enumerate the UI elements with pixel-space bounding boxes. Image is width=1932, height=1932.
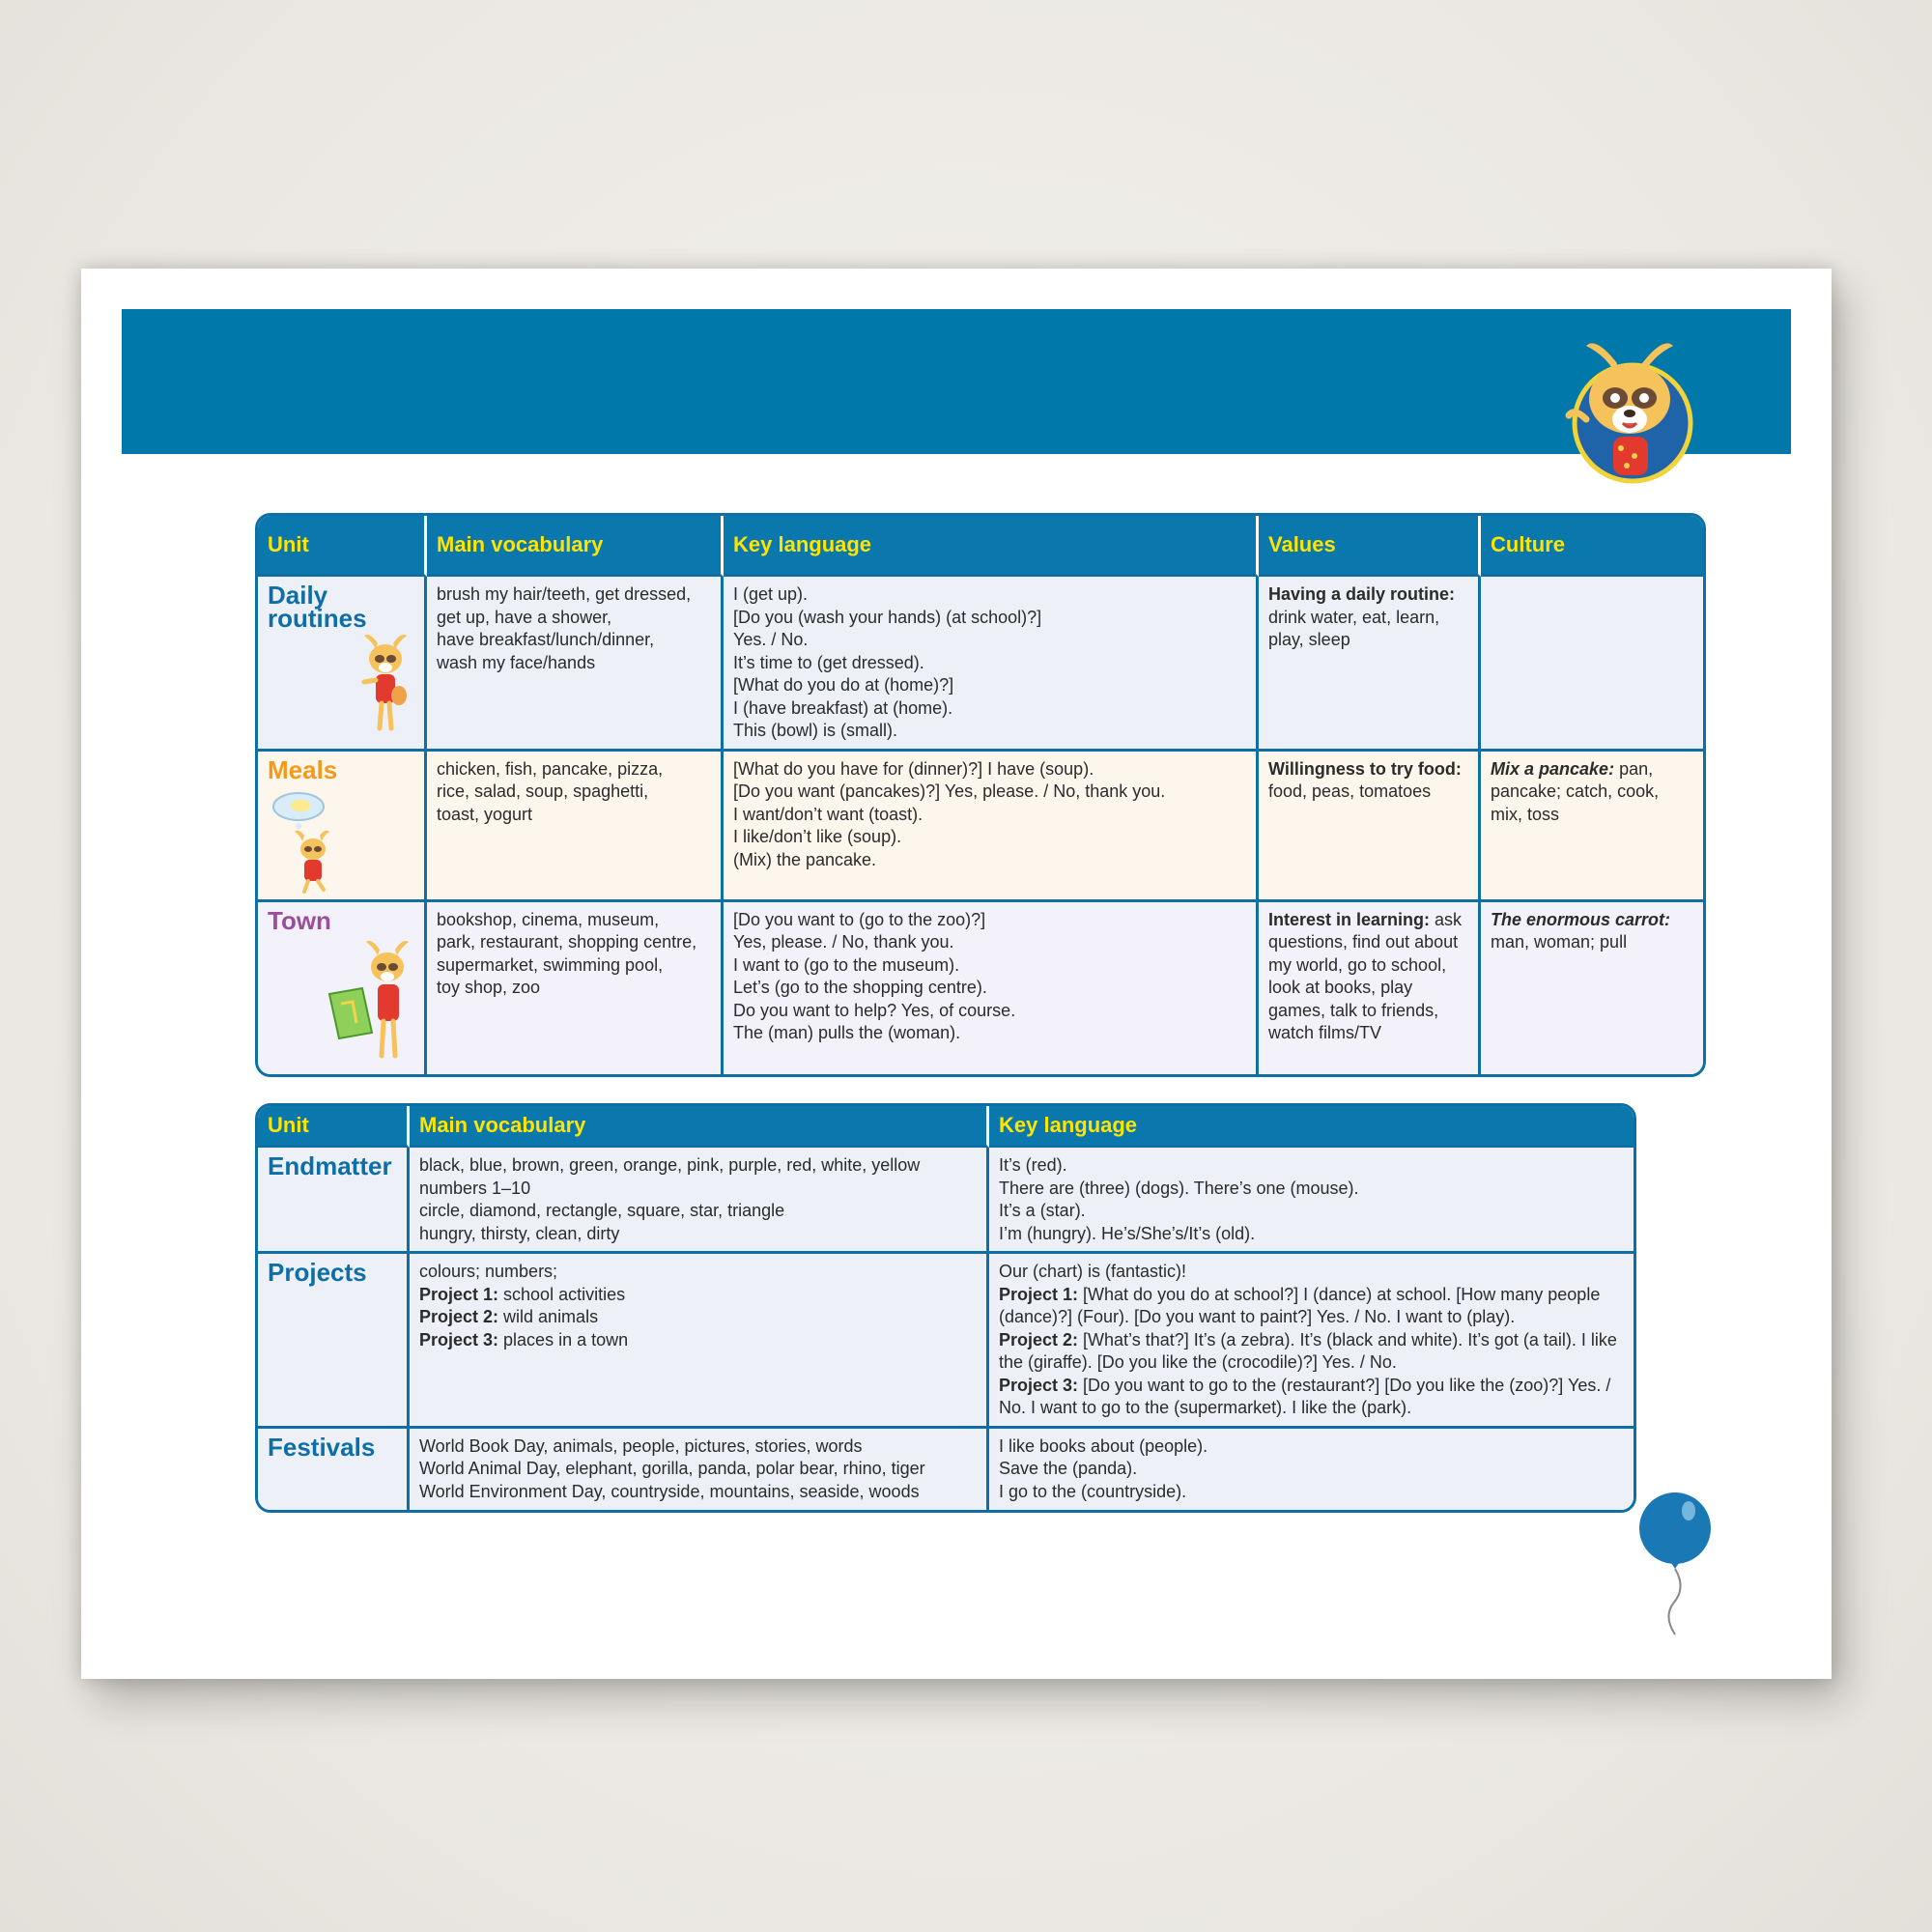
meerkat-character-icon bbox=[349, 632, 416, 738]
values-heading: Interest in learning: bbox=[1268, 909, 1431, 929]
values-cell bbox=[1259, 752, 1481, 902]
values-heading: Willingness to try food: bbox=[1268, 758, 1462, 779]
line-text: I go to the (countryside). bbox=[999, 1481, 1187, 1501]
key-line: It’s time to (get dressed). bbox=[733, 652, 924, 672]
culture-cell bbox=[1481, 902, 1703, 1074]
vocab-line: chicken, fish, pancake, pizza, bbox=[437, 758, 664, 779]
vocab-line: get up, have a shower, bbox=[437, 607, 612, 627]
unit-cell bbox=[258, 752, 427, 902]
values-cell bbox=[1259, 902, 1481, 1074]
key-line bbox=[999, 1458, 1624, 1481]
table-row bbox=[258, 577, 1703, 752]
key-line: [What do you have for (dinner)?] I have (soup). bbox=[733, 758, 1094, 779]
key-line: I want to (go to the museum). bbox=[733, 954, 960, 975]
key-line bbox=[999, 1223, 1624, 1246]
vocab-line bbox=[419, 1154, 977, 1178]
unit-cell bbox=[258, 1148, 410, 1254]
values-text: ask questions, find out about my world, go to school, look at books, play games, talk to friends, watch films/TV bbox=[1268, 909, 1463, 1042]
key-line bbox=[999, 1261, 1624, 1284]
key-line: The (man) pulls the (woman). bbox=[733, 1023, 961, 1042]
vocab-line bbox=[419, 1200, 977, 1223]
culture-heading: The enormous carrot: bbox=[1491, 909, 1671, 929]
line-text: hungry, thirsty, clean, dirty bbox=[419, 1223, 620, 1243]
key-line bbox=[999, 1435, 1624, 1459]
key-language-cell bbox=[989, 1148, 1634, 1254]
key-line bbox=[999, 1200, 1624, 1223]
vocab-line: park, restaurant, shopping centre, bbox=[437, 932, 697, 952]
units-table bbox=[255, 513, 1706, 1077]
vocab-line: supermarket, swimming pool, bbox=[437, 954, 664, 975]
line-text: Save the (panda). bbox=[999, 1459, 1138, 1478]
line-text: World Environment Day, countryside, mountains, seaside, woods bbox=[419, 1481, 920, 1501]
culture-heading: Mix a pancake: bbox=[1491, 758, 1615, 779]
header-main-vocabulary: Main vocabulary bbox=[427, 516, 724, 577]
line-text: numbers 1–10 bbox=[419, 1178, 531, 1198]
key-language-cell bbox=[724, 902, 1259, 1074]
key-line bbox=[999, 1154, 1624, 1178]
key-line: [What do you do at (home)?] bbox=[733, 675, 954, 695]
key-line: Let’s (go to the shopping centre). bbox=[733, 978, 987, 997]
key-line: I want/don’t want (toast). bbox=[733, 804, 923, 824]
vocab-line: wash my face/hands bbox=[437, 652, 596, 672]
culture-text: pan, pancake; catch, cook, mix, toss bbox=[1491, 758, 1660, 824]
key-line: [Do you (wash your hands) (at school)?] bbox=[733, 607, 1042, 627]
unit-name: Endmatter bbox=[268, 1151, 392, 1180]
line-text: school activities bbox=[498, 1284, 626, 1304]
header-unit: Unit bbox=[258, 516, 427, 577]
line-text: World Animal Day, elephant, gorilla, panda, polar bear, rhino, tiger bbox=[419, 1459, 925, 1478]
project-label: Project 1: bbox=[419, 1284, 499, 1304]
unit-cell bbox=[258, 902, 427, 1074]
culture-cell bbox=[1481, 577, 1703, 752]
table-row bbox=[258, 1254, 1634, 1429]
key-line bbox=[999, 1178, 1624, 1201]
project-label: Project 2: bbox=[419, 1307, 499, 1326]
key-language-cell bbox=[989, 1254, 1634, 1429]
vocab-line bbox=[419, 1329, 977, 1352]
vocab-line bbox=[419, 1284, 977, 1307]
unit-name: Meals bbox=[268, 754, 338, 784]
meerkat-thinking-icon bbox=[270, 787, 347, 894]
line-text: [What’s that?] It’s (a zebra). It’s (black and white). It’s got (a tail). I like the (giraffe). [Do you like the (crocodile)?] Yes. / No. bbox=[999, 1329, 1617, 1372]
vocab-line bbox=[419, 1223, 977, 1246]
key-line: Yes, please. / No, thank you. bbox=[733, 932, 954, 952]
key-line bbox=[999, 1284, 1624, 1329]
line-text: places in a town bbox=[498, 1329, 629, 1350]
culture-text: man, woman; pull bbox=[1491, 932, 1628, 952]
unit-cell bbox=[258, 1254, 410, 1429]
key-line: [Do you want to (go to the zoo)?] bbox=[733, 909, 986, 929]
project-label: Project 1: bbox=[999, 1284, 1079, 1304]
vocab-line bbox=[419, 1435, 977, 1459]
key-language-cell bbox=[724, 577, 1259, 752]
key-line: I (have breakfast) at (home). bbox=[733, 697, 953, 718]
unit-name: Daily routines bbox=[268, 581, 367, 633]
table-header-row bbox=[258, 516, 1703, 577]
project-label: Project 2: bbox=[999, 1329, 1079, 1350]
values-cell bbox=[1259, 577, 1481, 752]
key-line: [Do you want (pancakes)?] Yes, please. / No, thank you. bbox=[733, 781, 1166, 801]
header-values: Values bbox=[1259, 516, 1481, 577]
key-language-cell bbox=[989, 1429, 1634, 1510]
vocab-line bbox=[419, 1458, 977, 1481]
line-text: I like books about (people). bbox=[999, 1435, 1208, 1456]
line-text: There are (three) (dogs). There’s one (mouse). bbox=[999, 1178, 1359, 1198]
vocabulary-cell bbox=[427, 752, 724, 902]
key-line bbox=[999, 1329, 1624, 1375]
vocab-line bbox=[419, 1306, 977, 1329]
balloon-icon bbox=[1634, 1492, 1721, 1636]
vocab-line: toy shop, zoo bbox=[437, 978, 541, 997]
key-line: I like/don’t like (soup). bbox=[733, 827, 902, 846]
line-text: [What do you do at school?] I (dance) at school. [How many people (dance)?] (Four). [Do you want to paint?] Yes. / No. I want to (play). bbox=[999, 1284, 1601, 1326]
key-line: (Mix) the pancake. bbox=[733, 849, 877, 869]
culture-cell bbox=[1481, 752, 1703, 902]
unit-name: Projects bbox=[268, 1258, 367, 1287]
table-row bbox=[258, 752, 1703, 902]
vocabulary-cell bbox=[410, 1429, 989, 1510]
values-text: drink water, eat, learn, play, sleep bbox=[1268, 607, 1440, 649]
line-text: It’s a (star). bbox=[999, 1201, 1086, 1220]
key-line bbox=[999, 1481, 1624, 1504]
header-main-vocabulary: Main vocabulary bbox=[410, 1106, 989, 1148]
table-row bbox=[258, 1148, 1634, 1254]
values-text: food, peas, tomatoes bbox=[1268, 781, 1432, 801]
header-key-language: Key language bbox=[724, 516, 1259, 577]
table-header-row bbox=[258, 1106, 1634, 1148]
meerkat-map-icon bbox=[324, 936, 420, 1064]
unit-cell bbox=[258, 1429, 410, 1510]
table-row bbox=[258, 1429, 1634, 1510]
document-page bbox=[81, 269, 1832, 1679]
header-key-language: Key language bbox=[989, 1106, 1634, 1148]
line-text: It’s (red). bbox=[999, 1155, 1067, 1175]
line-text: I’m (hungry). He’s/She’s/It’s (old). bbox=[999, 1223, 1256, 1243]
meerkat-mascot-icon bbox=[1557, 327, 1702, 491]
header-unit: Unit bbox=[258, 1106, 410, 1148]
vocabulary-cell bbox=[427, 577, 724, 752]
line-text: Our (chart) is (fantastic)! bbox=[999, 1262, 1187, 1281]
vocabulary-cell bbox=[410, 1148, 989, 1254]
unit-name: Town bbox=[268, 905, 331, 935]
vocabulary-cell bbox=[427, 902, 724, 1074]
vocab-line: rice, salad, soup, spaghetti, bbox=[437, 781, 649, 801]
vocab-line bbox=[419, 1261, 977, 1284]
header-banner bbox=[122, 309, 1791, 454]
line-text: colours; numbers; bbox=[419, 1262, 558, 1281]
key-language-cell bbox=[724, 752, 1259, 902]
key-line: This (bowl) is (small). bbox=[733, 721, 898, 740]
project-label: Project 3: bbox=[999, 1375, 1079, 1395]
key-line: Do you want to help? Yes, of course. bbox=[733, 1000, 1016, 1020]
vocab-line bbox=[419, 1481, 977, 1504]
key-line: Yes. / No. bbox=[733, 630, 809, 649]
key-line bbox=[999, 1375, 1624, 1420]
vocab-line: have breakfast/lunch/dinner, bbox=[437, 630, 655, 649]
line-text: black, blue, brown, green, orange, pink, purple, red, white, yellow bbox=[419, 1155, 921, 1175]
unit-cell bbox=[258, 577, 427, 752]
unit-name: Festivals bbox=[268, 1432, 376, 1462]
project-label: Project 3: bbox=[419, 1329, 499, 1350]
table-row bbox=[258, 902, 1703, 1074]
values-heading: Having a daily routine: bbox=[1268, 584, 1456, 604]
key-line: I (get up). bbox=[733, 584, 809, 604]
vocab-line: toast, yogurt bbox=[437, 804, 533, 824]
vocab-line bbox=[419, 1178, 977, 1201]
line-text: circle, diamond, rectangle, square, star, triangle bbox=[419, 1201, 785, 1220]
header-culture: Culture bbox=[1481, 516, 1703, 577]
vocab-line: bookshop, cinema, museum, bbox=[437, 909, 660, 929]
line-text: World Book Day, animals, people, pictures, stories, words bbox=[419, 1435, 863, 1456]
extras-table bbox=[255, 1103, 1636, 1513]
vocab-line: brush my hair/teeth, get dressed, bbox=[437, 584, 692, 604]
line-text: [Do you want to go to the (restaurant?] [Do you like the (zoo)?] Yes. / No. I want to go to the (supermarket). I like the (park). bbox=[999, 1375, 1611, 1417]
vocabulary-cell bbox=[410, 1254, 989, 1429]
line-text: wild animals bbox=[498, 1307, 599, 1326]
